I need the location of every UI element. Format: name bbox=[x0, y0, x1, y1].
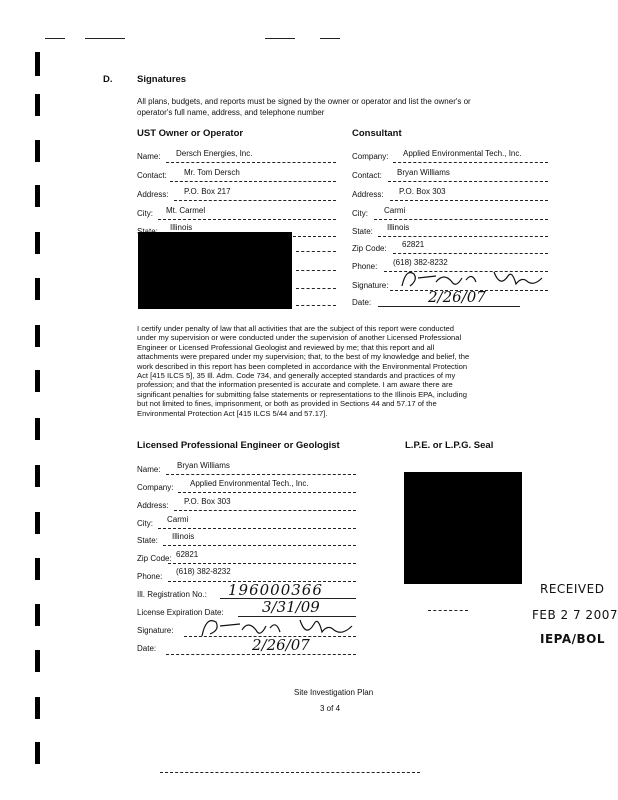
engineer-state-value: Illinois bbox=[172, 532, 195, 541]
engineer-signature-label: Signature: bbox=[137, 626, 174, 635]
footer-title: Site Investigation Plan bbox=[294, 688, 374, 697]
certification-line: significant penalties for submitting false statements or representations to the Illinois EPA, including bbox=[137, 389, 467, 399]
scan-dash bbox=[85, 38, 125, 39]
engineer-name-line bbox=[166, 474, 356, 475]
consultant-address-label: Address: bbox=[352, 190, 384, 199]
engineer-state-line bbox=[163, 545, 356, 546]
scan-mark bbox=[35, 185, 40, 207]
consultant-contact-line bbox=[388, 181, 548, 182]
owner-contact-label: Contact: bbox=[137, 171, 167, 180]
consultant-phone-value: (618) 382-8232 bbox=[393, 258, 448, 267]
owner-address-value: P.O. Box 217 bbox=[184, 187, 231, 196]
certification-line: attachments were prepared under my supervision; that, to the best of my knowledge and belief, the bbox=[137, 352, 470, 362]
seal-heading: L.P.E. or L.P.G. Seal bbox=[405, 440, 494, 451]
scan-mark bbox=[35, 325, 40, 347]
engineer-phone-label: Phone: bbox=[137, 572, 163, 581]
certification-line: but not limited to fines, imprisonment, or both as provided in Sections 44 and 57.17 of the bbox=[137, 399, 437, 409]
engineer-reg-value: 196000366 bbox=[228, 581, 323, 599]
consultant-state-line bbox=[378, 236, 548, 237]
engineer-company-line bbox=[178, 492, 356, 493]
redacted-line bbox=[296, 288, 336, 289]
seal-dash bbox=[428, 610, 468, 611]
certification-line: profession; and that the information presented is accurate and complete. I am aware there are bbox=[137, 380, 453, 390]
engineer-heading: Licensed Professional Engineer or Geologist bbox=[137, 440, 340, 451]
scan-mark bbox=[35, 604, 40, 626]
stamp-date: FEB 2 7 2007 bbox=[532, 608, 618, 622]
scan-mark bbox=[35, 370, 40, 392]
scan-dash bbox=[320, 38, 340, 39]
owner-name-value: Dersch Energies, Inc. bbox=[176, 149, 253, 158]
scan-mark bbox=[35, 650, 40, 672]
engineer-city-line bbox=[158, 528, 356, 529]
stamp-office: IEPA/BOL bbox=[540, 632, 606, 646]
certification-line: Act [415 ILCS 5], 35 Ill. Adm. Code 734, and generally accepted standards and practices of my bbox=[137, 371, 456, 381]
owner-contact-value: Mr. Tom Dersch bbox=[184, 168, 240, 177]
consultant-city-value: Carmi bbox=[384, 206, 406, 215]
scan-mark bbox=[35, 94, 40, 116]
section-letter: D. bbox=[103, 74, 113, 85]
consultant-company-value: Applied Environmental Tech., Inc. bbox=[403, 149, 522, 158]
engineer-date-value: 2/26/07 bbox=[252, 636, 310, 654]
engineer-phone-value: (618) 382-8232 bbox=[176, 567, 231, 576]
certification-line: Environmental Protection Act [415 ILCS 5/44 and 57.17]. bbox=[137, 408, 328, 418]
scan-mark bbox=[35, 558, 40, 580]
owner-city-label: City: bbox=[137, 209, 153, 218]
engineer-date-label: Date: bbox=[137, 644, 157, 653]
section-title: Signatures bbox=[137, 74, 187, 85]
certification-line: I certify under penalty of law that all activities that are the subject of this report were conducted bbox=[137, 324, 454, 333]
scan-mark bbox=[35, 465, 40, 487]
owner-address-line bbox=[174, 200, 336, 201]
consultant-company-label: Company: bbox=[352, 152, 389, 161]
consultant-address-value: P.O. Box 303 bbox=[399, 187, 446, 196]
seal-redacted bbox=[404, 472, 522, 584]
consultant-city-line bbox=[374, 219, 548, 220]
engineer-date-line bbox=[166, 654, 356, 655]
engineer-exp-label: License Expiration Date: bbox=[137, 608, 224, 617]
redacted-block bbox=[138, 232, 292, 309]
engineer-company-label: Company: bbox=[137, 483, 174, 492]
scan-mark bbox=[35, 697, 40, 719]
consultant-phone-label: Phone: bbox=[352, 262, 378, 271]
consultant-company-line bbox=[393, 162, 548, 163]
engineer-exp-value: 3/31/09 bbox=[262, 598, 320, 616]
intro-line-1: All plans, budgets, and reports must be signed by the owner or operator and list the owner's or bbox=[137, 97, 471, 106]
consultant-zip-line bbox=[393, 253, 548, 254]
owner-state-value: Illinois bbox=[170, 223, 193, 232]
engineer-name-label: Name: bbox=[137, 465, 161, 474]
scan-mark bbox=[35, 512, 40, 534]
owner-name-label: Name: bbox=[137, 152, 161, 161]
engineer-address-line bbox=[174, 510, 356, 511]
consultant-state-label: State: bbox=[352, 227, 373, 236]
consultant-address-line bbox=[390, 200, 548, 201]
redacted-line bbox=[296, 270, 336, 271]
scan-mark bbox=[35, 742, 40, 764]
engineer-city-value: Carmi bbox=[167, 515, 189, 524]
consultant-zip-label: Zip Code: bbox=[352, 244, 387, 253]
consultant-date-value: 2/26/07 bbox=[428, 288, 486, 306]
consultant-date-label: Date: bbox=[352, 298, 372, 307]
consultant-contact-label: Contact: bbox=[352, 171, 382, 180]
engineer-reg-label: Ill. Registration No.: bbox=[137, 590, 207, 599]
redacted-line bbox=[296, 305, 336, 306]
consultant-signature-label: Signature: bbox=[352, 281, 389, 290]
certification-line: work described in this report has been completed in accordance with the Environmental Protection bbox=[137, 361, 468, 371]
engineer-state-label: State: bbox=[137, 536, 158, 545]
engineer-zip-value: 62821 bbox=[176, 550, 199, 559]
engineer-name-value: Bryan Williams bbox=[177, 461, 230, 470]
scan-mark bbox=[35, 278, 40, 300]
bottom-scan-line bbox=[160, 772, 420, 773]
stamp-received: RECEIVED bbox=[540, 582, 605, 596]
scan-mark bbox=[35, 52, 40, 76]
redacted-line bbox=[296, 251, 336, 252]
consultant-contact-value: Bryan Williams bbox=[397, 168, 450, 177]
owner-name-line bbox=[166, 162, 336, 163]
engineer-city-label: City: bbox=[137, 519, 153, 528]
certification-line: Engineer or Licensed Professional Geologist and reviewed by me; that this report and all bbox=[137, 342, 435, 352]
certification-text bbox=[137, 324, 547, 418]
owner-heading: UST Owner or Operator bbox=[137, 128, 244, 139]
owner-contact-line bbox=[170, 181, 336, 182]
scan-mark bbox=[35, 418, 40, 440]
engineer-zip-label: Zip Code: bbox=[137, 554, 172, 563]
scan-dash bbox=[45, 38, 65, 39]
engineer-address-value: P.O. Box 303 bbox=[184, 497, 231, 506]
scan-mark bbox=[35, 140, 40, 162]
owner-city-value: Mt. Carmel bbox=[166, 206, 206, 215]
footer-page: 3 of 4 bbox=[320, 704, 341, 713]
consultant-zip-value: 62821 bbox=[402, 240, 425, 249]
scan-dash bbox=[265, 38, 295, 39]
consultant-city-label: City: bbox=[352, 209, 368, 218]
scan-mark bbox=[35, 232, 40, 254]
owner-city-line bbox=[158, 219, 336, 220]
owner-address-label: Address: bbox=[137, 190, 169, 199]
intro-line-2: operator's full name, address, and telephone number bbox=[137, 108, 325, 117]
engineer-zip-line bbox=[168, 563, 356, 564]
engineer-company-value: Applied Environmental Tech., Inc. bbox=[190, 479, 309, 488]
engineer-address-label: Address: bbox=[137, 501, 169, 510]
certification-line: under my supervision or were conducted under the supervision of another Licensed Professional bbox=[137, 333, 462, 343]
consultant-date-line bbox=[378, 306, 520, 307]
consultant-state-value: Illinois bbox=[387, 223, 410, 232]
consultant-heading: Consultant bbox=[352, 128, 402, 139]
